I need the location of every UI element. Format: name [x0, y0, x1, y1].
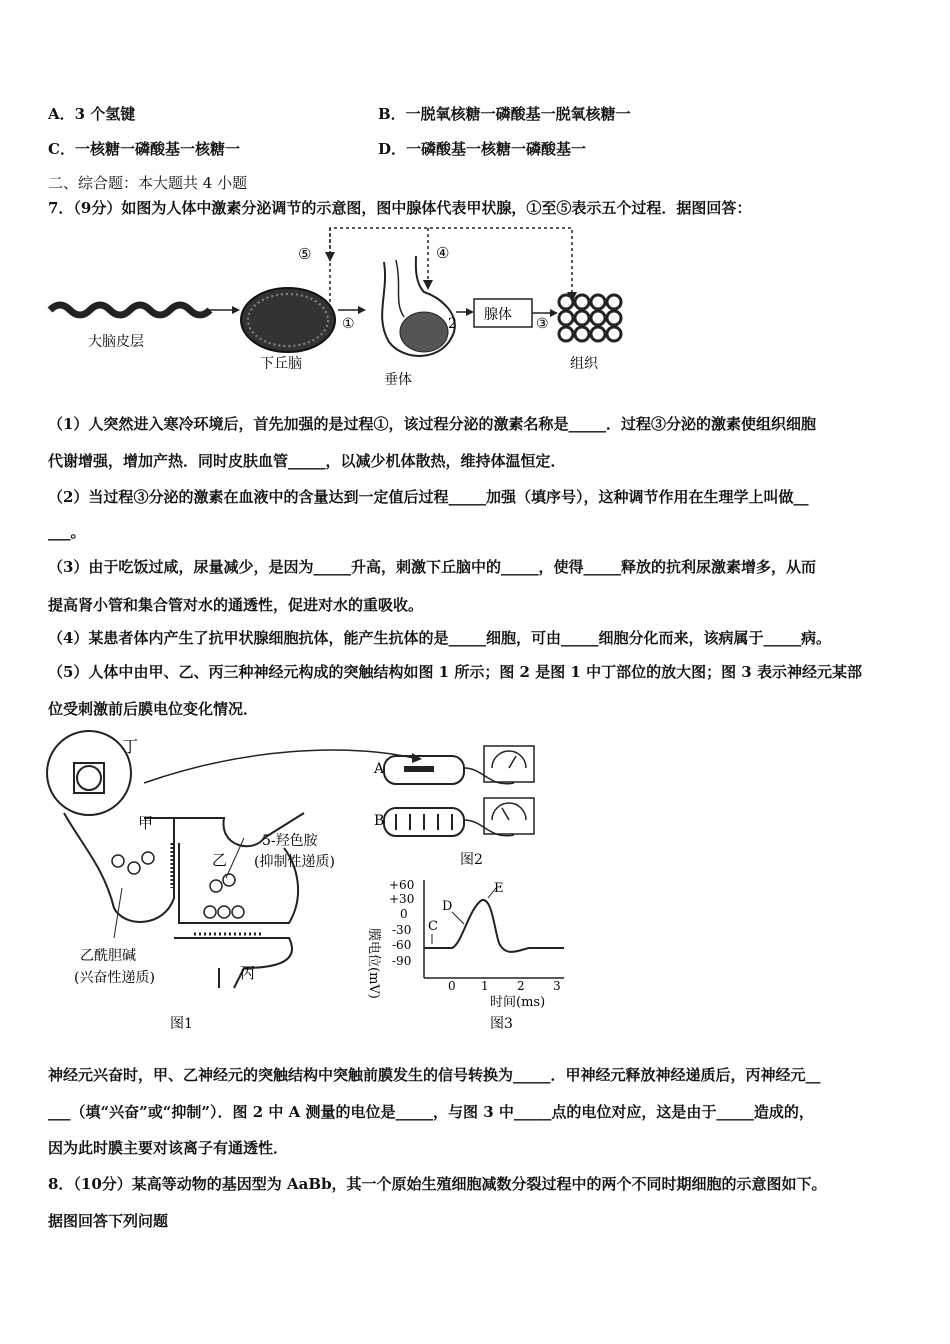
- fig1-label: 图1: [170, 1016, 193, 1032]
- q7-line-5: （3）由于吃饭过咸，尿量减少，是因为_____升高，刺激下丘脑中的_____，使得_____释放的抗利尿激素增多，从而: [48, 558, 816, 576]
- q8-line-1: 8．（10分）某高等动物的基因型为 AaBb，其一个原始生殖细胞减数分裂过程中的两个不同时期细胞的示意图如下。: [48, 1175, 827, 1193]
- label-b: B: [374, 813, 385, 829]
- q8-line-2: 据图回答下列问题: [48, 1212, 169, 1230]
- ding-label: 丁: [122, 737, 139, 756]
- option-a: A．3 个氢键: [48, 105, 136, 123]
- point-c: C: [428, 919, 438, 934]
- xtick-1: 1: [481, 979, 489, 993]
- xtick-0: 0: [448, 979, 456, 993]
- section-title: 二、综合题：本大题共 4 小题: [48, 174, 248, 192]
- process-2-label: 2: [448, 316, 457, 332]
- bing-label: 丙: [240, 964, 256, 982]
- hypothalamus-label: 下丘脑: [260, 356, 302, 372]
- hormone-regulation-figure: [44, 222, 644, 392]
- pituitary-label: 垂体: [384, 372, 412, 388]
- tissue-label: 组织: [570, 356, 598, 372]
- q7-line-6: 提高肾小管和集合管对水的通透性，促进对水的重吸收。: [48, 596, 424, 614]
- fig3-label: 图3: [490, 1016, 513, 1032]
- q7-stem: 7．（9分）如图为人体中激素分泌调节的示意图，图中腺体代表甲状腺，①至⑤表示五个过程．据图回答：: [48, 199, 752, 217]
- ytick-60: +60: [389, 878, 415, 892]
- serotonin-label: 5-羟色胺: [262, 833, 318, 849]
- y-axis-label: 膜电位(mV): [366, 928, 381, 999]
- ytick-30: +30: [389, 892, 415, 906]
- q7-line-3: （2）当过程③分泌的激素在血液中的含量达到一定值后过程_____加强（填序号），这种调节作用在生理学上叫做__: [48, 488, 809, 506]
- xtick-3: 3: [553, 979, 561, 993]
- q7-line-10: 神经元兴奋时，甲、乙神经元的突触结构中突触前膜发生的信号转换为_____．甲神经元释放神经递质后，丙神经元__: [48, 1066, 821, 1084]
- q7-line-9: 位受刺激前后膜电位变化情况．: [48, 700, 259, 718]
- gland-label: 腺体: [484, 307, 512, 323]
- x-axis-label: 时间(ms): [490, 995, 546, 1010]
- process-3-label: ③: [536, 316, 549, 332]
- ytick-neg30: -30: [392, 923, 412, 937]
- process-5-label: ⑤: [298, 245, 312, 263]
- ytick-0: 0: [400, 907, 408, 921]
- q7-line-1: （1）人突然进入寒冷环境后，首先加强的是过程①，该过程分泌的激素名称是_____．过程③分泌的激素使组织细胞: [48, 415, 816, 433]
- cortex-label: 大脑皮层: [88, 334, 144, 350]
- process-1-label: ①: [342, 316, 355, 332]
- excitatory-label: (兴奋性递质): [74, 970, 155, 986]
- label-a: A: [374, 761, 385, 777]
- q7-line-4: ___。: [48, 523, 86, 541]
- process-4-label: ④: [436, 244, 450, 262]
- point-e: E: [494, 881, 504, 896]
- xtick-2: 2: [517, 979, 525, 993]
- q7-line-7: （4）某患者体内产生了抗甲状腺细胞抗体，能产生抗体的是_____细胞，可由_____细胞分化而来，该病属于_____病。: [48, 629, 831, 647]
- inhibitory-label: (抑制性递质): [254, 854, 335, 870]
- fig2-label: 图2: [460, 852, 483, 868]
- q7-line-2: 代谢增强，增加产热．同时皮肤血管_____，以减少机体散热，维持体温恒定．: [48, 452, 566, 470]
- q7-line-8: （5）人体中由甲、乙、丙三种神经元构成的突触结构如图 1 所示；图 2 是图 1 中丁部位的放大图；图 3 表示神经元某部: [48, 663, 862, 681]
- jia-label: 甲: [138, 814, 154, 832]
- option-c: C．一核糖一磷酸基一核糖一: [48, 140, 240, 158]
- q7-line-11: ___（填“兴奋”或“抑制”）．图 2 中 A 测量的电位是_____，与图 3 中_____点的电位对应，这是由于_____造成的，: [48, 1103, 814, 1121]
- ach-label: 乙酰胆碱: [80, 948, 136, 964]
- yi-label: 乙: [212, 851, 228, 869]
- ytick-neg60: -60: [392, 938, 412, 952]
- point-d: D: [442, 899, 453, 914]
- q7-line-12: 因为此时膜主要对该离子有通透性．: [48, 1139, 289, 1157]
- option-d: D．一磷酸基一核糖一磷酸基一: [378, 140, 587, 158]
- ytick-neg90: -90: [392, 954, 412, 968]
- option-b: B．一脱氧核糖一磷酸基一脱氧核糖一: [378, 105, 631, 123]
- synapse-figure: [44, 728, 584, 1038]
